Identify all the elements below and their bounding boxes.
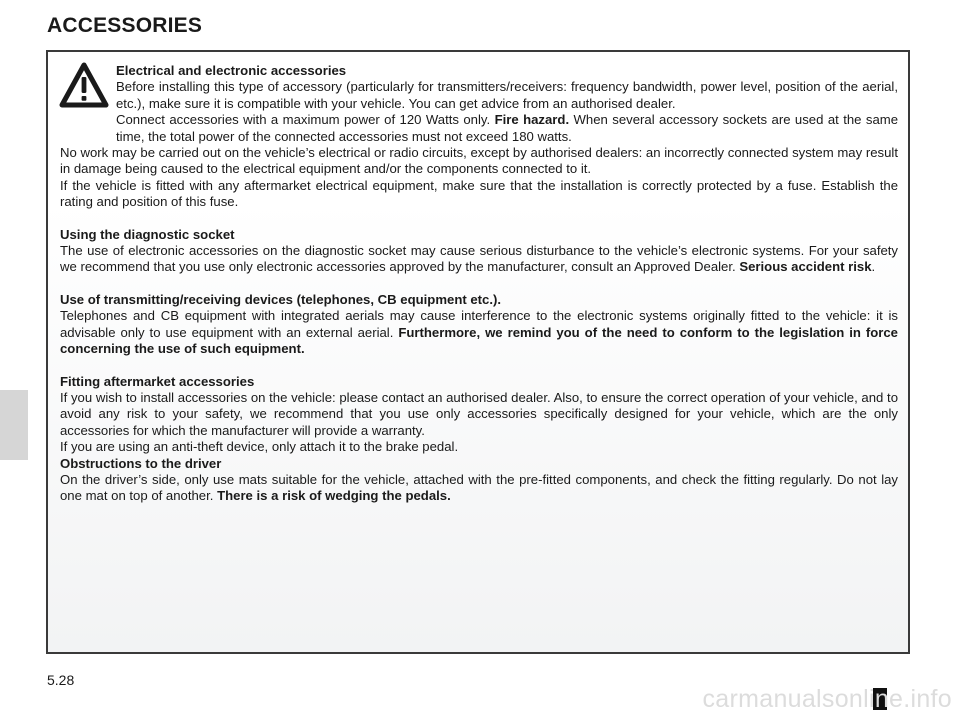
- warning-notice-box: [46, 50, 910, 654]
- electrical-paragraph-4: If the vehicle is fitted with any aftermarket electrical equipment, make sure that the installation is correctly protected by a fuse. Establish the rating and position of this fuse.: [60, 177, 898, 210]
- section-heading-obstructions: Obstructions to the driver: [60, 455, 222, 471]
- transmitting-paragraph: [60, 308, 898, 357]
- obstructions-paragraph: [60, 472, 898, 505]
- electrical-p2-text-b: When several accessory sockets are used at the same time, the total power of the connected accessories must not exceed 180 watts.: [116, 112, 899, 144]
- section-heading-diagnostic: Using the diagnostic socket: [60, 226, 235, 242]
- pedal-wedging-warning: There is a risk of wedging the pedals.: [217, 488, 451, 504]
- aftermarket-paragraph-1: If you wish to install accessories on the vehicle: please contact an authorised dealer. Also, to ensure the correct operation of your vehicle, and to avoid any risk to your safety, we recommend that you use only accessories specifically designed for your vehicle, which are the only accessories for which the manufacturer will provide a warranty.: [60, 389, 898, 438]
- diagnostic-end: .: [871, 259, 876, 275]
- aftermarket-paragraph-2: If you are using an anti-theft device, only attach it to the brake pedal.: [60, 439, 459, 455]
- page-title: ACCESSORIES: [47, 14, 203, 37]
- obstructions-text: On the driver’s side, only use mats suitable for the vehicle, attached with the pre-fitted components, and check the fitting regularly. Do not lay one mat on top of another.: [60, 471, 898, 504]
- page-number: 5.28: [47, 672, 75, 688]
- chapter-tab: [0, 390, 28, 460]
- electrical-paragraph-2: [60, 112, 898, 145]
- section-heading-transmitting: Use of transmitting/receiving devices (telephones, CB equipment etc.).: [60, 291, 502, 307]
- diagnostic-paragraph: [60, 243, 898, 276]
- legislation-warning: Furthermore, we remind you of the need to conform to the legislation in force concerning the use of such equipment.: [60, 324, 898, 357]
- serious-accident-warning: Serious accident risk: [739, 259, 872, 275]
- transmitting-text: Telephones and CB equipment with integrated aerials may cause interference to the electronic systems originally fitted to the vehicle: it is advisable only to use equipment with an external aerial.: [60, 308, 898, 340]
- electrical-paragraph-1: Before installing this type of accessory (particularly for transmitters/receivers: frequency bandwidth, power level, position of the aerial, etc.), make sure it is compatible with your vehicle. You can get advice from an authorised dealer.: [116, 79, 898, 111]
- fire-hazard-warning: Fire hazard.: [494, 112, 570, 128]
- watermark: carmanualsonline.info: [702, 685, 952, 713]
- electrical-p2-text-a: Connect accessories with a maximum power of 120 Watts only.: [116, 112, 491, 128]
- section-heading-aftermarket: Fitting aftermarket accessories: [60, 373, 255, 389]
- notice-text: [60, 63, 898, 505]
- electrical-paragraph-3: No work may be carried out on the vehicle’s electrical or radio circuits, except by authorised dealers: an incorrectly connected system may result in damage being caused to the electrical equipment and/or the components connected to it.: [60, 145, 898, 177]
- section-heading-electrical: Electrical and electronic accessories: [116, 63, 347, 78]
- diagnostic-text: The use of electronic accessories on the diagnostic socket may cause serious disturbance to the vehicle’s electronic systems. For your safety we recommend that you use only electronic accessories approved by the manufacturer, consult an Approved Dealer.: [60, 243, 898, 275]
